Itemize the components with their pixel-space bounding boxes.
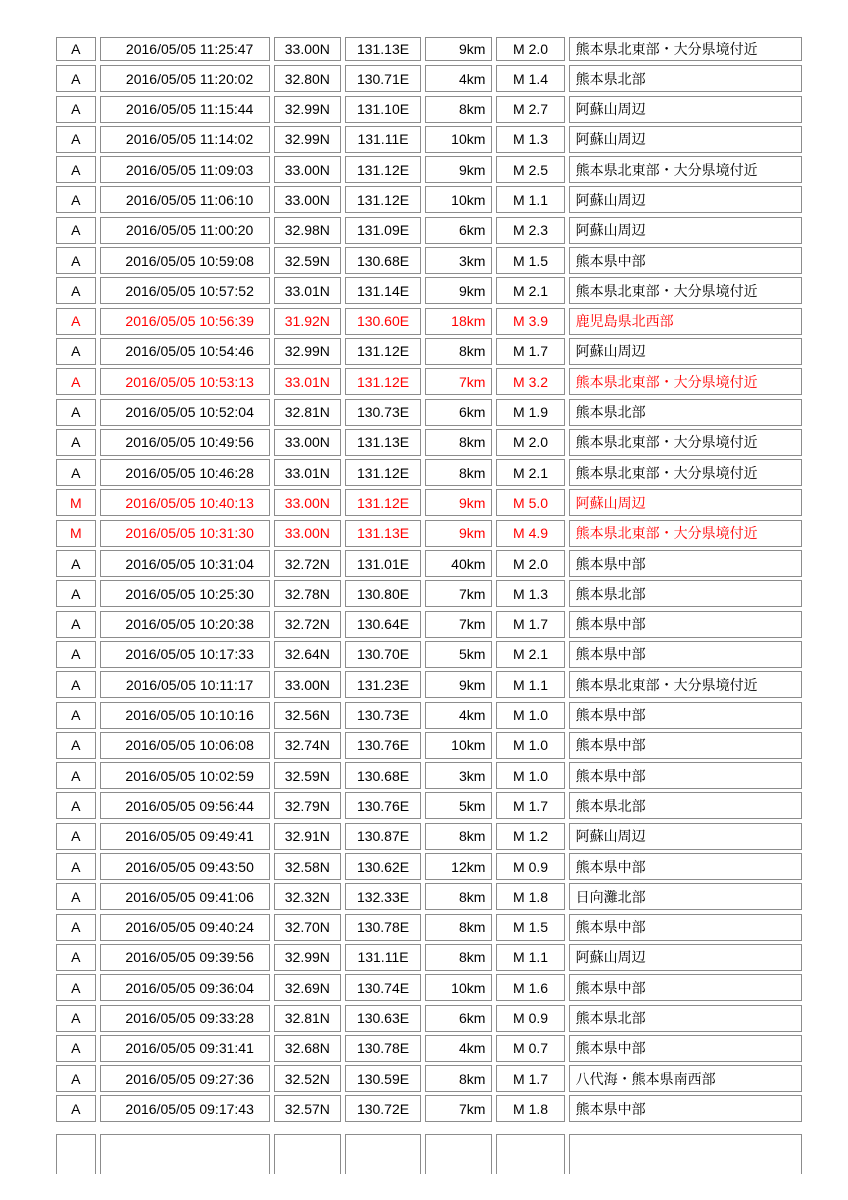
- datetime-cell: 2016/05/05 10:31:30: [100, 520, 270, 547]
- table-row: [54, 761, 804, 791]
- table-row: [54, 458, 804, 488]
- type-cell: A: [56, 1005, 96, 1032]
- magnitude-cell: M 5.0: [496, 489, 564, 516]
- magnitude-cell: M 2.1: [496, 459, 564, 486]
- magnitude-cell: M 1.7: [496, 792, 564, 819]
- magnitude-cell: M 2.7: [496, 96, 564, 123]
- depth-cell: 7km: [425, 611, 492, 638]
- empty-cell: [56, 1134, 96, 1174]
- magnitude-cell: M 1.1: [496, 944, 564, 971]
- datetime-cell: 2016/05/05 09:49:41: [100, 823, 270, 850]
- magnitude-cell: M 2.1: [496, 641, 564, 668]
- empty-table-row: [54, 1133, 804, 1163]
- longitude-cell: 131.12E: [345, 156, 421, 183]
- type-cell: A: [56, 338, 96, 365]
- table-row: [54, 95, 804, 125]
- region-cell: 熊本県中部: [569, 762, 802, 789]
- table-row: [54, 610, 804, 640]
- type-cell: A: [56, 914, 96, 941]
- table-row: [54, 398, 804, 428]
- region-cell: 阿蘇山周辺: [569, 126, 802, 153]
- datetime-cell: 2016/05/05 11:20:02: [100, 65, 270, 92]
- datetime-cell: 2016/05/05 09:31:41: [100, 1035, 270, 1062]
- latitude-cell: 32.99N: [274, 338, 341, 365]
- latitude-cell: 32.80N: [274, 65, 341, 92]
- datetime-cell: 2016/05/05 10:59:08: [100, 247, 270, 274]
- latitude-cell: 32.68N: [274, 1035, 341, 1062]
- type-cell: A: [56, 641, 96, 668]
- latitude-cell: 33.00N: [274, 429, 341, 456]
- table-row: [54, 670, 804, 700]
- type-cell: A: [56, 368, 96, 395]
- magnitude-cell: M 2.5: [496, 156, 564, 183]
- latitude-cell: 32.32N: [274, 883, 341, 910]
- type-cell: M: [56, 520, 96, 547]
- depth-cell: 10km: [425, 186, 492, 213]
- table-row: [54, 822, 804, 852]
- depth-cell: 8km: [425, 883, 492, 910]
- longitude-cell: 131.12E: [345, 368, 421, 395]
- type-cell: A: [56, 883, 96, 910]
- latitude-cell: 32.74N: [274, 732, 341, 759]
- region-cell: 八代海・熊本県南西部: [569, 1065, 802, 1092]
- magnitude-cell: M 2.0: [496, 429, 564, 456]
- longitude-cell: 131.14E: [345, 277, 421, 304]
- depth-cell: 10km: [425, 974, 492, 1001]
- region-cell: 熊本県北東部・大分県境付近: [569, 429, 802, 456]
- type-cell: A: [56, 126, 96, 153]
- datetime-cell: 2016/05/05 09:36:04: [100, 974, 270, 1001]
- depth-cell: 8km: [425, 944, 492, 971]
- table-row: [54, 337, 804, 367]
- depth-cell: 4km: [425, 1035, 492, 1062]
- table-row: [54, 1034, 804, 1064]
- magnitude-cell: M 1.8: [496, 1095, 564, 1122]
- longitude-cell: 130.60E: [345, 308, 421, 335]
- depth-cell: 8km: [425, 338, 492, 365]
- region-cell: 熊本県北東部・大分県境付近: [569, 37, 802, 61]
- datetime-cell: 2016/05/05 09:17:43: [100, 1095, 270, 1122]
- latitude-cell: 32.64N: [274, 641, 341, 668]
- type-cell: A: [56, 399, 96, 426]
- table-row: [54, 246, 804, 276]
- longitude-cell: 130.73E: [345, 702, 421, 729]
- region-cell: 阿蘇山周辺: [569, 186, 802, 213]
- latitude-cell: 32.69N: [274, 974, 341, 1001]
- type-cell: A: [56, 186, 96, 213]
- table-row: [54, 367, 804, 397]
- magnitude-cell: M 2.3: [496, 217, 564, 244]
- magnitude-cell: M 1.0: [496, 762, 564, 789]
- magnitude-cell: M 1.1: [496, 186, 564, 213]
- table-row: [54, 1094, 804, 1124]
- table-row: [54, 579, 804, 609]
- type-cell: A: [56, 1095, 96, 1122]
- depth-cell: 3km: [425, 247, 492, 274]
- datetime-cell: 2016/05/05 11:00:20: [100, 217, 270, 244]
- magnitude-cell: M 1.0: [496, 702, 564, 729]
- depth-cell: 40km: [425, 550, 492, 577]
- latitude-cell: 32.91N: [274, 823, 341, 850]
- datetime-cell: 2016/05/05 10:54:46: [100, 338, 270, 365]
- latitude-cell: 32.81N: [274, 1005, 341, 1032]
- magnitude-cell: M 0.9: [496, 1005, 564, 1032]
- empty-cell: [274, 1134, 341, 1174]
- datetime-cell: 2016/05/05 09:33:28: [100, 1005, 270, 1032]
- type-cell: A: [56, 429, 96, 456]
- longitude-cell: 130.71E: [345, 65, 421, 92]
- longitude-cell: 131.10E: [345, 96, 421, 123]
- region-cell: 阿蘇山周辺: [569, 489, 802, 516]
- longitude-cell: 132.33E: [345, 883, 421, 910]
- region-cell: 鹿児島県北西部: [569, 308, 802, 335]
- table-row: [54, 731, 804, 761]
- table-row: [54, 428, 804, 458]
- datetime-cell: 2016/05/05 11:09:03: [100, 156, 270, 183]
- type-cell: A: [56, 823, 96, 850]
- region-cell: 熊本県中部: [569, 1095, 802, 1122]
- longitude-cell: 130.78E: [345, 914, 421, 941]
- longitude-cell: 131.23E: [345, 671, 421, 698]
- latitude-cell: 32.99N: [274, 96, 341, 123]
- type-cell: A: [56, 37, 96, 61]
- datetime-cell: 2016/05/05 09:39:56: [100, 944, 270, 971]
- region-cell: 熊本県北東部・大分県境付近: [569, 277, 802, 304]
- region-cell: 熊本県中部: [569, 702, 802, 729]
- magnitude-cell: M 2.0: [496, 37, 564, 61]
- table-row: [54, 640, 804, 670]
- datetime-cell: 2016/05/05 10:52:04: [100, 399, 270, 426]
- longitude-cell: 131.11E: [345, 126, 421, 153]
- datetime-cell: 2016/05/05 10:40:13: [100, 489, 270, 516]
- magnitude-cell: M 4.9: [496, 520, 564, 547]
- datetime-cell: 2016/05/05 10:56:39: [100, 308, 270, 335]
- datetime-cell: 2016/05/05 10:11:17: [100, 671, 270, 698]
- datetime-cell: 2016/05/05 10:17:33: [100, 641, 270, 668]
- type-cell: A: [56, 277, 96, 304]
- longitude-cell: 131.12E: [345, 186, 421, 213]
- empty-cell: [496, 1134, 564, 1174]
- longitude-cell: 130.68E: [345, 762, 421, 789]
- magnitude-cell: M 1.7: [496, 338, 564, 365]
- type-cell: A: [56, 944, 96, 971]
- type-cell: A: [56, 308, 96, 335]
- depth-cell: 5km: [425, 792, 492, 819]
- type-cell: A: [56, 156, 96, 183]
- longitude-cell: 130.68E: [345, 247, 421, 274]
- region-cell: 熊本県北部: [569, 1005, 802, 1032]
- magnitude-cell: M 1.7: [496, 1065, 564, 1092]
- datetime-cell: 2016/05/05 10:20:38: [100, 611, 270, 638]
- longitude-cell: 131.13E: [345, 520, 421, 547]
- depth-cell: 7km: [425, 580, 492, 607]
- type-cell: A: [56, 247, 96, 274]
- region-cell: 日向灘北部: [569, 883, 802, 910]
- datetime-cell: 2016/05/05 11:15:44: [100, 96, 270, 123]
- depth-cell: 3km: [425, 762, 492, 789]
- table-row: [54, 488, 804, 518]
- depth-cell: 9km: [425, 489, 492, 516]
- depth-cell: 8km: [425, 914, 492, 941]
- longitude-cell: 130.62E: [345, 853, 421, 880]
- latitude-cell: 33.00N: [274, 520, 341, 547]
- longitude-cell: 131.01E: [345, 550, 421, 577]
- depth-cell: 9km: [425, 520, 492, 547]
- table-row: [54, 276, 804, 306]
- magnitude-cell: M 2.0: [496, 550, 564, 577]
- empty-cell: [100, 1134, 270, 1174]
- table-row: [54, 64, 804, 94]
- depth-cell: 6km: [425, 399, 492, 426]
- region-cell: 阿蘇山周辺: [569, 823, 802, 850]
- longitude-cell: 130.70E: [345, 641, 421, 668]
- longitude-cell: 131.12E: [345, 459, 421, 486]
- region-cell: 熊本県中部: [569, 974, 802, 1001]
- latitude-cell: 32.52N: [274, 1065, 341, 1092]
- type-cell: A: [56, 580, 96, 607]
- table-row: [54, 852, 804, 882]
- depth-cell: 9km: [425, 277, 492, 304]
- region-cell: 阿蘇山周辺: [569, 217, 802, 244]
- region-cell: 熊本県中部: [569, 247, 802, 274]
- datetime-cell: 2016/05/05 10:57:52: [100, 277, 270, 304]
- region-cell: 熊本県北部: [569, 792, 802, 819]
- region-cell: 熊本県北東部・大分県境付近: [569, 368, 802, 395]
- longitude-cell: 130.64E: [345, 611, 421, 638]
- longitude-cell: 130.87E: [345, 823, 421, 850]
- type-cell: A: [56, 702, 96, 729]
- region-cell: 阿蘇山周辺: [569, 944, 802, 971]
- magnitude-cell: M 3.2: [496, 368, 564, 395]
- datetime-cell: 2016/05/05 10:31:04: [100, 550, 270, 577]
- latitude-cell: 33.01N: [274, 277, 341, 304]
- region-cell: 熊本県中部: [569, 611, 802, 638]
- type-cell: A: [56, 611, 96, 638]
- longitude-cell: 130.76E: [345, 732, 421, 759]
- earthquake-table: [54, 34, 804, 1163]
- region-cell: 阿蘇山周辺: [569, 338, 802, 365]
- magnitude-cell: M 1.2: [496, 823, 564, 850]
- datetime-cell: 2016/05/05 10:46:28: [100, 459, 270, 486]
- latitude-cell: 32.59N: [274, 247, 341, 274]
- type-cell: A: [56, 853, 96, 880]
- datetime-cell: 2016/05/05 10:10:16: [100, 702, 270, 729]
- magnitude-cell: M 1.8: [496, 883, 564, 910]
- table-row: [54, 1004, 804, 1034]
- magnitude-cell: M 0.7: [496, 1035, 564, 1062]
- region-cell: 熊本県北東部・大分県境付近: [569, 459, 802, 486]
- depth-cell: 9km: [425, 37, 492, 61]
- region-cell: 熊本県中部: [569, 853, 802, 880]
- datetime-cell: 2016/05/05 10:02:59: [100, 762, 270, 789]
- datetime-cell: 2016/05/05 09:43:50: [100, 853, 270, 880]
- datetime-cell: 2016/05/05 10:25:30: [100, 580, 270, 607]
- latitude-cell: 32.58N: [274, 853, 341, 880]
- longitude-cell: 131.13E: [345, 429, 421, 456]
- datetime-cell: 2016/05/05 09:41:06: [100, 883, 270, 910]
- longitude-cell: 130.74E: [345, 974, 421, 1001]
- empty-cell: [345, 1134, 421, 1174]
- longitude-cell: 131.11E: [345, 944, 421, 971]
- table-row: [54, 701, 804, 731]
- type-cell: A: [56, 550, 96, 577]
- type-cell: A: [56, 671, 96, 698]
- latitude-cell: 32.72N: [274, 611, 341, 638]
- latitude-cell: 32.70N: [274, 914, 341, 941]
- table-row: [54, 943, 804, 973]
- latitude-cell: 32.99N: [274, 126, 341, 153]
- type-cell: A: [56, 217, 96, 244]
- table-row: [54, 791, 804, 821]
- region-cell: 熊本県北東部・大分県境付近: [569, 156, 802, 183]
- magnitude-cell: M 1.5: [496, 247, 564, 274]
- magnitude-cell: M 1.3: [496, 126, 564, 153]
- type-cell: A: [56, 792, 96, 819]
- type-cell: A: [56, 732, 96, 759]
- depth-cell: 7km: [425, 368, 492, 395]
- depth-cell: 9km: [425, 156, 492, 183]
- region-cell: 熊本県北部: [569, 399, 802, 426]
- latitude-cell: 33.01N: [274, 459, 341, 486]
- table-row: [54, 1064, 804, 1094]
- latitude-cell: 33.00N: [274, 671, 341, 698]
- depth-cell: 10km: [425, 732, 492, 759]
- type-cell: A: [56, 1035, 96, 1062]
- longitude-cell: 131.12E: [345, 489, 421, 516]
- magnitude-cell: M 2.1: [496, 277, 564, 304]
- depth-cell: 4km: [425, 65, 492, 92]
- datetime-cell: 2016/05/05 11:14:02: [100, 126, 270, 153]
- datetime-cell: 2016/05/05 09:40:24: [100, 914, 270, 941]
- latitude-cell: 32.56N: [274, 702, 341, 729]
- magnitude-cell: M 1.4: [496, 65, 564, 92]
- latitude-cell: 33.00N: [274, 489, 341, 516]
- latitude-cell: 33.00N: [274, 156, 341, 183]
- region-cell: 熊本県中部: [569, 641, 802, 668]
- type-cell: M: [56, 489, 96, 516]
- magnitude-cell: M 0.9: [496, 853, 564, 880]
- type-cell: A: [56, 65, 96, 92]
- depth-cell: 12km: [425, 853, 492, 880]
- depth-cell: 8km: [425, 823, 492, 850]
- datetime-cell: 2016/05/05 10:53:13: [100, 368, 270, 395]
- table-row: [54, 34, 804, 64]
- longitude-cell: 130.63E: [345, 1005, 421, 1032]
- depth-cell: 8km: [425, 459, 492, 486]
- region-cell: 熊本県北部: [569, 580, 802, 607]
- magnitude-cell: M 1.0: [496, 732, 564, 759]
- region-cell: 熊本県北部: [569, 65, 802, 92]
- depth-cell: 4km: [425, 702, 492, 729]
- longitude-cell: 131.09E: [345, 217, 421, 244]
- latitude-cell: 32.99N: [274, 944, 341, 971]
- datetime-cell: 2016/05/05 11:25:47: [100, 37, 270, 61]
- table-row: [54, 519, 804, 549]
- depth-cell: 8km: [425, 1065, 492, 1092]
- latitude-cell: 32.81N: [274, 399, 341, 426]
- latitude-cell: 33.01N: [274, 368, 341, 395]
- table-row: [54, 216, 804, 246]
- empty-cell: [569, 1134, 802, 1174]
- latitude-cell: 32.79N: [274, 792, 341, 819]
- magnitude-cell: M 1.1: [496, 671, 564, 698]
- datetime-cell: 2016/05/05 10:06:08: [100, 732, 270, 759]
- table-row: [54, 125, 804, 155]
- longitude-cell: 130.76E: [345, 792, 421, 819]
- longitude-cell: 130.78E: [345, 1035, 421, 1062]
- latitude-cell: 32.78N: [274, 580, 341, 607]
- depth-cell: 6km: [425, 217, 492, 244]
- depth-cell: 18km: [425, 308, 492, 335]
- magnitude-cell: M 3.9: [496, 308, 564, 335]
- magnitude-cell: M 1.9: [496, 399, 564, 426]
- datetime-cell: 2016/05/05 09:27:36: [100, 1065, 270, 1092]
- region-cell: 熊本県中部: [569, 914, 802, 941]
- table-row: [54, 913, 804, 943]
- longitude-cell: 130.59E: [345, 1065, 421, 1092]
- table-row: [54, 185, 804, 215]
- depth-cell: 6km: [425, 1005, 492, 1032]
- region-cell: 熊本県北東部・大分県境付近: [569, 671, 802, 698]
- datetime-cell: 2016/05/05 09:56:44: [100, 792, 270, 819]
- type-cell: A: [56, 762, 96, 789]
- type-cell: A: [56, 1065, 96, 1092]
- longitude-cell: 131.12E: [345, 338, 421, 365]
- empty-cell: [425, 1134, 492, 1174]
- latitude-cell: 32.59N: [274, 762, 341, 789]
- latitude-cell: 32.98N: [274, 217, 341, 244]
- depth-cell: 10km: [425, 126, 492, 153]
- region-cell: 阿蘇山周辺: [569, 96, 802, 123]
- region-cell: 熊本県中部: [569, 550, 802, 577]
- type-cell: A: [56, 974, 96, 1001]
- type-cell: A: [56, 459, 96, 486]
- longitude-cell: 131.13E: [345, 37, 421, 61]
- region-cell: 熊本県北東部・大分県境付近: [569, 520, 802, 547]
- datetime-cell: 2016/05/05 10:49:56: [100, 429, 270, 456]
- datetime-cell: 2016/05/05 11:06:10: [100, 186, 270, 213]
- region-cell: 熊本県中部: [569, 1035, 802, 1062]
- depth-cell: 7km: [425, 1095, 492, 1122]
- magnitude-cell: M 1.5: [496, 914, 564, 941]
- region-cell: 熊本県中部: [569, 732, 802, 759]
- latitude-cell: 33.00N: [274, 37, 341, 61]
- depth-cell: 8km: [425, 96, 492, 123]
- depth-cell: 5km: [425, 641, 492, 668]
- longitude-cell: 130.73E: [345, 399, 421, 426]
- magnitude-cell: M 1.7: [496, 611, 564, 638]
- table-row: [54, 307, 804, 337]
- table-row: [54, 549, 804, 579]
- latitude-cell: 32.57N: [274, 1095, 341, 1122]
- latitude-cell: 31.92N: [274, 308, 341, 335]
- longitude-cell: 130.80E: [345, 580, 421, 607]
- depth-cell: 9km: [425, 671, 492, 698]
- longitude-cell: 130.72E: [345, 1095, 421, 1122]
- latitude-cell: 32.72N: [274, 550, 341, 577]
- magnitude-cell: M 1.6: [496, 974, 564, 1001]
- depth-cell: 8km: [425, 429, 492, 456]
- latitude-cell: 33.00N: [274, 186, 341, 213]
- table-row: [54, 973, 804, 1003]
- table-row: [54, 882, 804, 912]
- table-row: [54, 155, 804, 185]
- type-cell: A: [56, 96, 96, 123]
- magnitude-cell: M 1.3: [496, 580, 564, 607]
